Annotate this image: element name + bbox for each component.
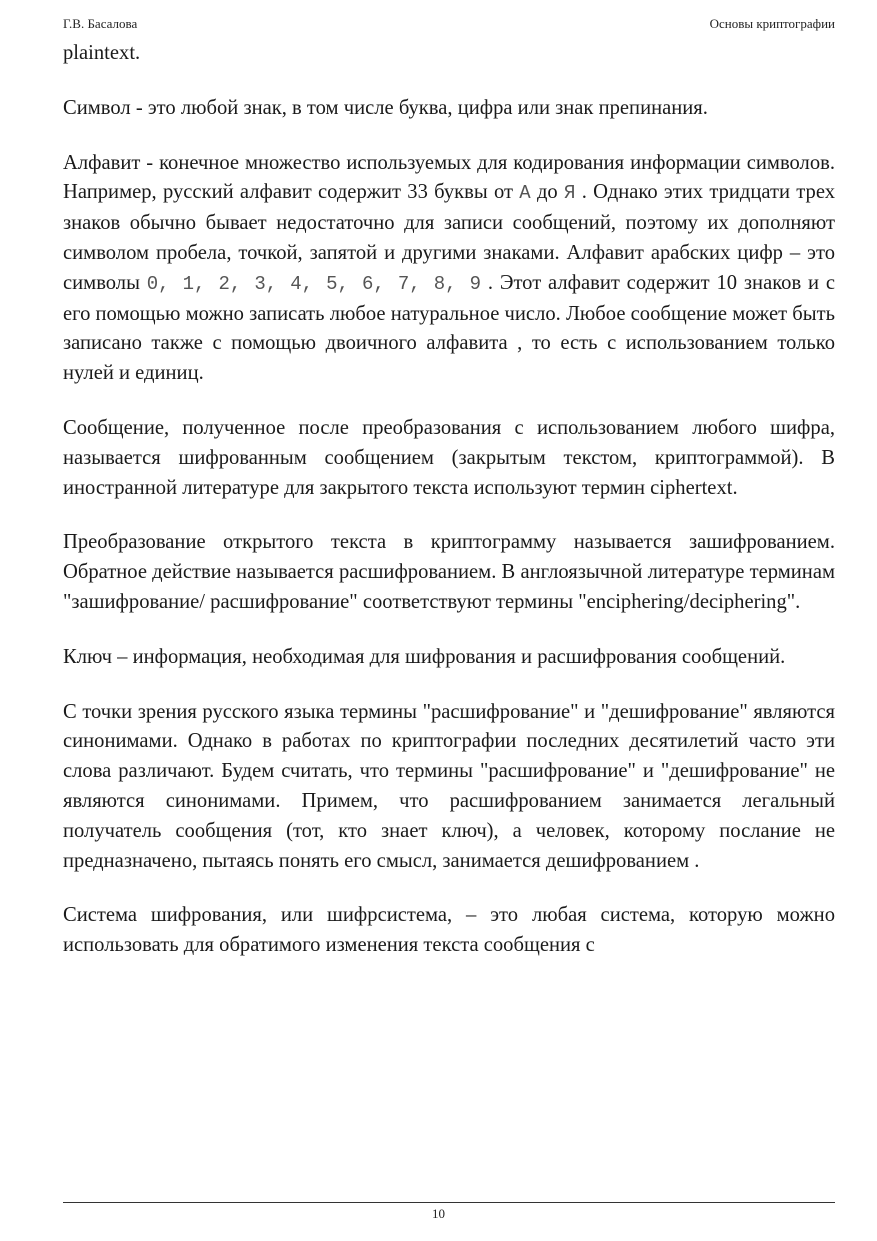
body-text [63, 39, 835, 986]
header-author: Г.В. Басалова [63, 16, 138, 31]
running-header [63, 16, 835, 32]
alphabet-text-1: Алфавит - конечное множество используемых для кодирования информации символов. Например, русский алфавит содержит 33 буквы от [63, 151, 835, 204]
alphabet-text-3: . Однако этих тридцати трех знаков обычно бывает недостаточно для записи сообщений, поэтому их дополняют символом пробела, точкой, запятой и другими знаками. Алфавит арабских цифр – это символы [63, 181, 835, 294]
letter-ya-code: Я [564, 182, 576, 205]
paragraph-encryption: Преобразование открытого текста в криптограмму называется зашифрованием. Обратное действие называется расшифрованием. В англоязычной литературе терминам "зашифрование/ расшифрование" соответствуют термины "enciphering/deciphering". [63, 531, 835, 613]
digits-code: 0, 1, 2, 3, 4, 5, 6, 7, 8, 9 [146, 272, 482, 295]
header-title: Основы криптографии [709, 16, 835, 31]
paragraph-ciphertext: Сообщение, полученное после преобразования с использованием любого шифра, называется шифрованным сообщением (закрытым текстом, криптограммой). В иностранной литературе для закрытого текста используют термин ciphertext. [63, 416, 835, 499]
alphabet-text-2: до [536, 181, 558, 204]
paragraph-key: Ключ – информация, необходимая для шифрования и расшифрования сообщений. [63, 645, 786, 668]
paragraph-decryption-terms: С точки зрения русского языка термины "расшифрование" и "дешифрование" являются синонимами. Однако в работах по криптографии последних десятилетий часто эти слова различают. Будем считать, что термины "расшифрование" и "дешифрование" не являются синонимами. Примем, что расшифрованием занимается легальный получатель сообщения (тот, кто знает ключ), а человек, которому послание не предназначено, пытаясь понять его смысл, занимается дешифрованием . [63, 700, 835, 872]
paragraph-symbol: Символ - это любой знак, в том числе буква, цифра или знак препинания. [63, 96, 708, 119]
footer-divider [63, 1202, 835, 1203]
letter-a-code: А [519, 182, 531, 205]
alphabet-text-4: . Этот алфавит содержит 10 знаков и с его помощью можно записать любое натуральное число. Любое сообщение может быть записано также с помощью двоичного алфавита , то есть с использованием только нулей и единиц. [63, 271, 835, 385]
page-number: 10 [432, 1206, 445, 1221]
paragraph-plaintext: plaintext. [63, 42, 141, 64]
paragraph-cipher-system: Система шифрования, или шифрсистема, – это любая система, которую можно использовать для обратимого изменения текста сообщения с [63, 904, 835, 957]
paragraph-alphabet [63, 149, 835, 389]
